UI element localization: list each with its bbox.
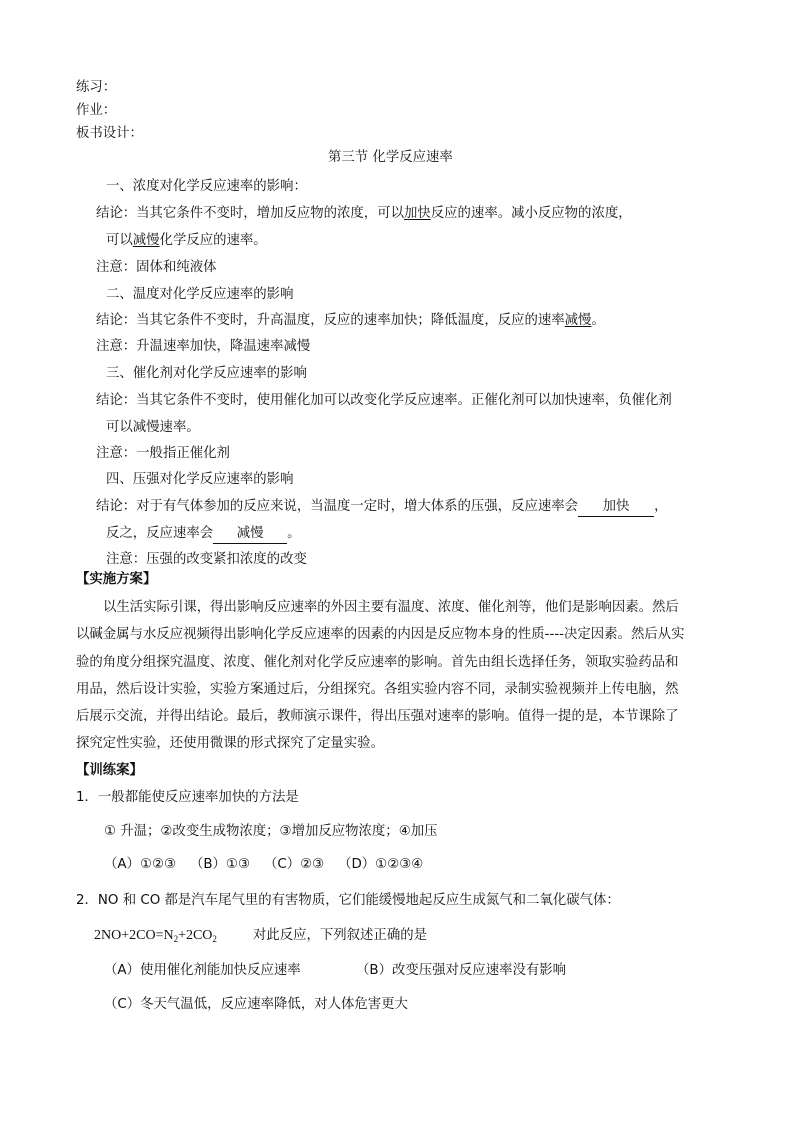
board-design-label: 板书设计： (76, 126, 143, 141)
q2-option-c: （C）冬天气温低，反应速率降低，对人体危害更大 (104, 997, 408, 1012)
q1-option-a: （A）①②③ (104, 857, 176, 872)
q2-equation: $2NO+2CO=N_2+2CO_2$ (94, 928, 217, 944)
s3-heading: 三、催化剂对化学反应速率的影响 (106, 366, 307, 381)
q1-items: ① 升温；②改变生成物浓度；③增加反应物浓度；④加压 (104, 824, 438, 839)
s2-conclusion: 结论：当其它条件不变时，升高温度，反应的速率加快；降低温度，反应的速率减慢。 (96, 313, 605, 328)
plan-heading: 【实施方案】 (76, 572, 157, 587)
q2-stem: 2．NO 和 CO 都是汽车尾气里的有害物质，它们能缓慢地起反应生成氮气和二氧化碳气体： (76, 893, 620, 908)
s3-conclusion: 结论：当其它条件不变时，使用催化加可以改变化学反应速率。正催化剂可以加快速率，负催化剂 (96, 393, 672, 408)
training-heading: 【训练案】 (76, 763, 143, 778)
q1-stem: 1．一般都能使反应速率加快的方法是 (76, 790, 299, 805)
s1-note: 注意：固体和纯液体 (96, 260, 217, 275)
s4-note: 注意：压强的改变紧扣浓度的改变 (106, 552, 307, 567)
s4-conclusion: 结论：对于有气体参加的反应来说，当温度一定时，增大体系的压强，反应速率会 加快 ， (96, 497, 667, 517)
s2-heading: 二、温度对化学反应速率的影响 (106, 287, 294, 302)
s1-heading: 一、浓度对化学反应速率的影响： (106, 179, 307, 194)
s3-conclusion-cont: 可以减慢速率。 (106, 420, 200, 435)
s4-conclusion-cont: 反之，反应速率会 减慢 。 (106, 524, 301, 544)
plan-line: 以碱金属与水反应视频得出影响化学反应速率的因素的内因是反应物本身的性质----决定因素。然后从实 (76, 627, 685, 642)
s2-note: 注意：升温速率加快，降温速率减慢 (96, 339, 311, 354)
s4-heading: 四、压强对化学反应速率的影响 (106, 472, 294, 487)
q2-equation-line: $2NO+2CO=N_2+2CO_2$ 对此反应，下列叙述正确的是 (94, 928, 427, 944)
practice-label: 练习： (76, 80, 117, 95)
q1-option-c: （C）②③ (263, 857, 325, 872)
plan-line: 以生活实际引课，得出影响反应速率的外因主要有温度、浓度、催化剂等，他们是影响因素。然后 (103, 600, 679, 615)
s1-conclusion-cont: 可以减慢化学反应的速率。 (106, 233, 267, 248)
homework-label: 作业： (76, 103, 117, 118)
q1-options (104, 855, 423, 875)
s1-conclusion: 结论：当其它条件不变时，增加反应物的浓度，可以加快反应的速率。减小反应物的浓度， (96, 206, 632, 221)
plan-line: 验的角度分组探究温度、浓度、催化剂对化学反应速率的影响。首先由组长选择任务，领取实验药品和 (76, 655, 679, 670)
q2-option-a: （A）使用催化剂能加快反应速率 (104, 963, 301, 978)
section-title: 第三节 化学反应速率 (328, 150, 453, 165)
s4-blank-1: 加快 (578, 498, 654, 517)
plan-line: 用品，然后设计实验，实验方案通过后，分组探究。各组实验内容不同，录制实验视频并上传电脑，然 (76, 682, 679, 697)
plan-line: 后展示交流，并得出结论。最后，教师演示课件，得出压强对速率的影响。值得一提的是，本节课除了 (76, 709, 679, 724)
s3-note: 注意：一般指正催化剂 (96, 446, 230, 461)
s4-blank-2: 减慢 (213, 525, 287, 544)
q1-option-b: （B）①③ (189, 857, 250, 872)
q1-option-d: （D）①②③④ (338, 857, 424, 872)
plan-line: 探究定性实验，还使用微课的形式探究了定量实验。 (76, 736, 384, 751)
q2-option-b: （B）改变压强对反应速率没有影响 (356, 963, 567, 978)
